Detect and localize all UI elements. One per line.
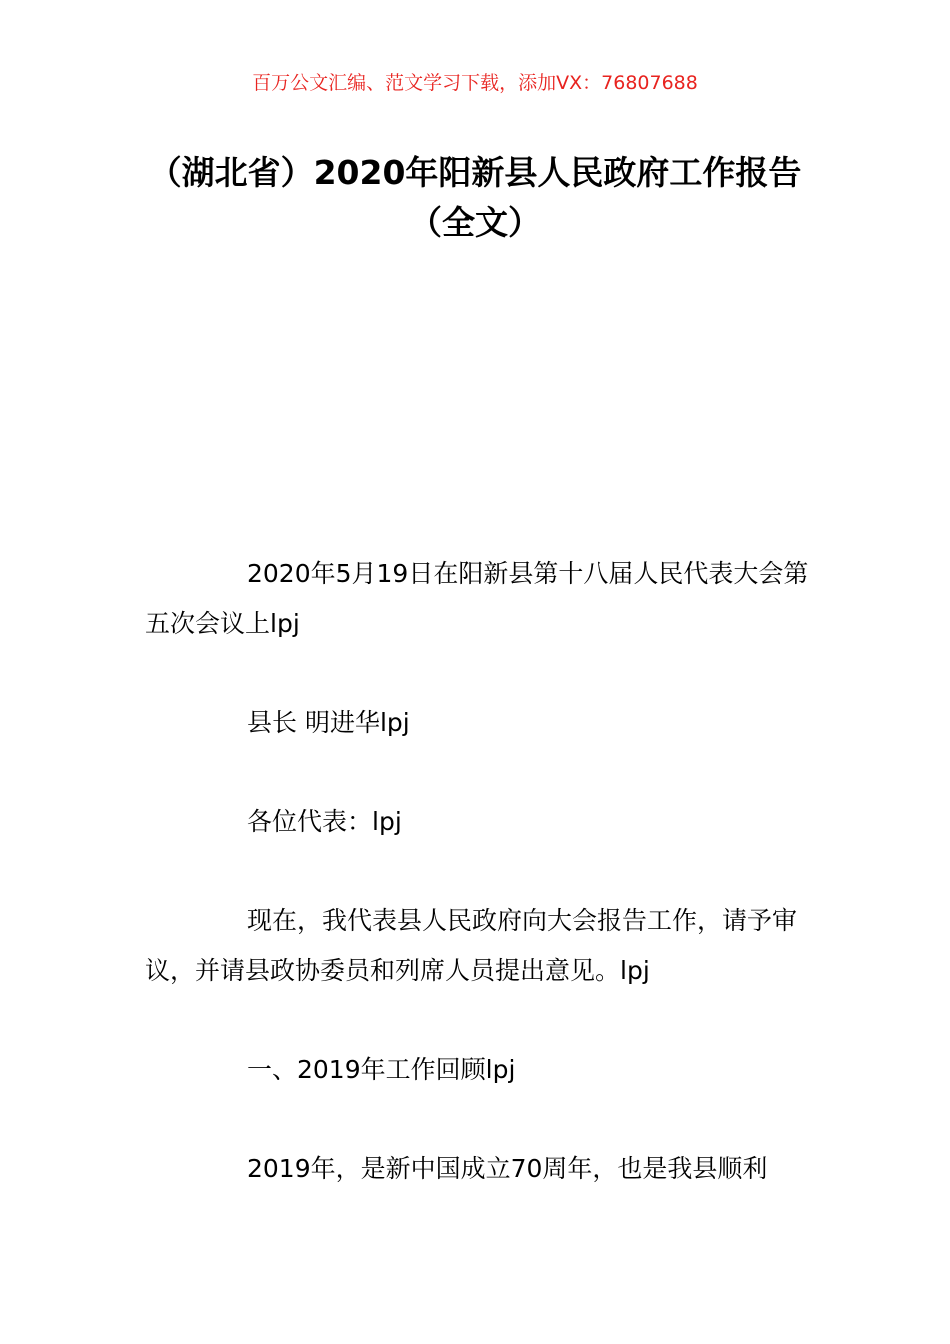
paragraph-opening: 现在，我代表县人民政府向大会报告工作，请予审议，并请县政协委员和列席人员提出意见。lpj — [145, 906, 798, 985]
paragraph-salutation: 各位代表：lpj — [247, 807, 402, 836]
header-watermark-note: 百万公文汇编、范文学习下载，添加VX：76807688 — [252, 72, 698, 94]
paragraph-review-start: 2019年，是新中国成立70周年，也是我县顺利 — [247, 1154, 768, 1183]
document-title: （湖北省）2020年阳新县人民政府工作报告（全文） — [148, 153, 802, 242]
paragraph-speaker: 县长 明进华lpj — [247, 708, 410, 737]
paragraph-meeting-info: 2020年5月19日在阳新县第十八届人民代表大会第五次会议上lpj — [145, 559, 809, 638]
section-heading-review: 一、2019年工作回顾lpj — [247, 1055, 516, 1084]
